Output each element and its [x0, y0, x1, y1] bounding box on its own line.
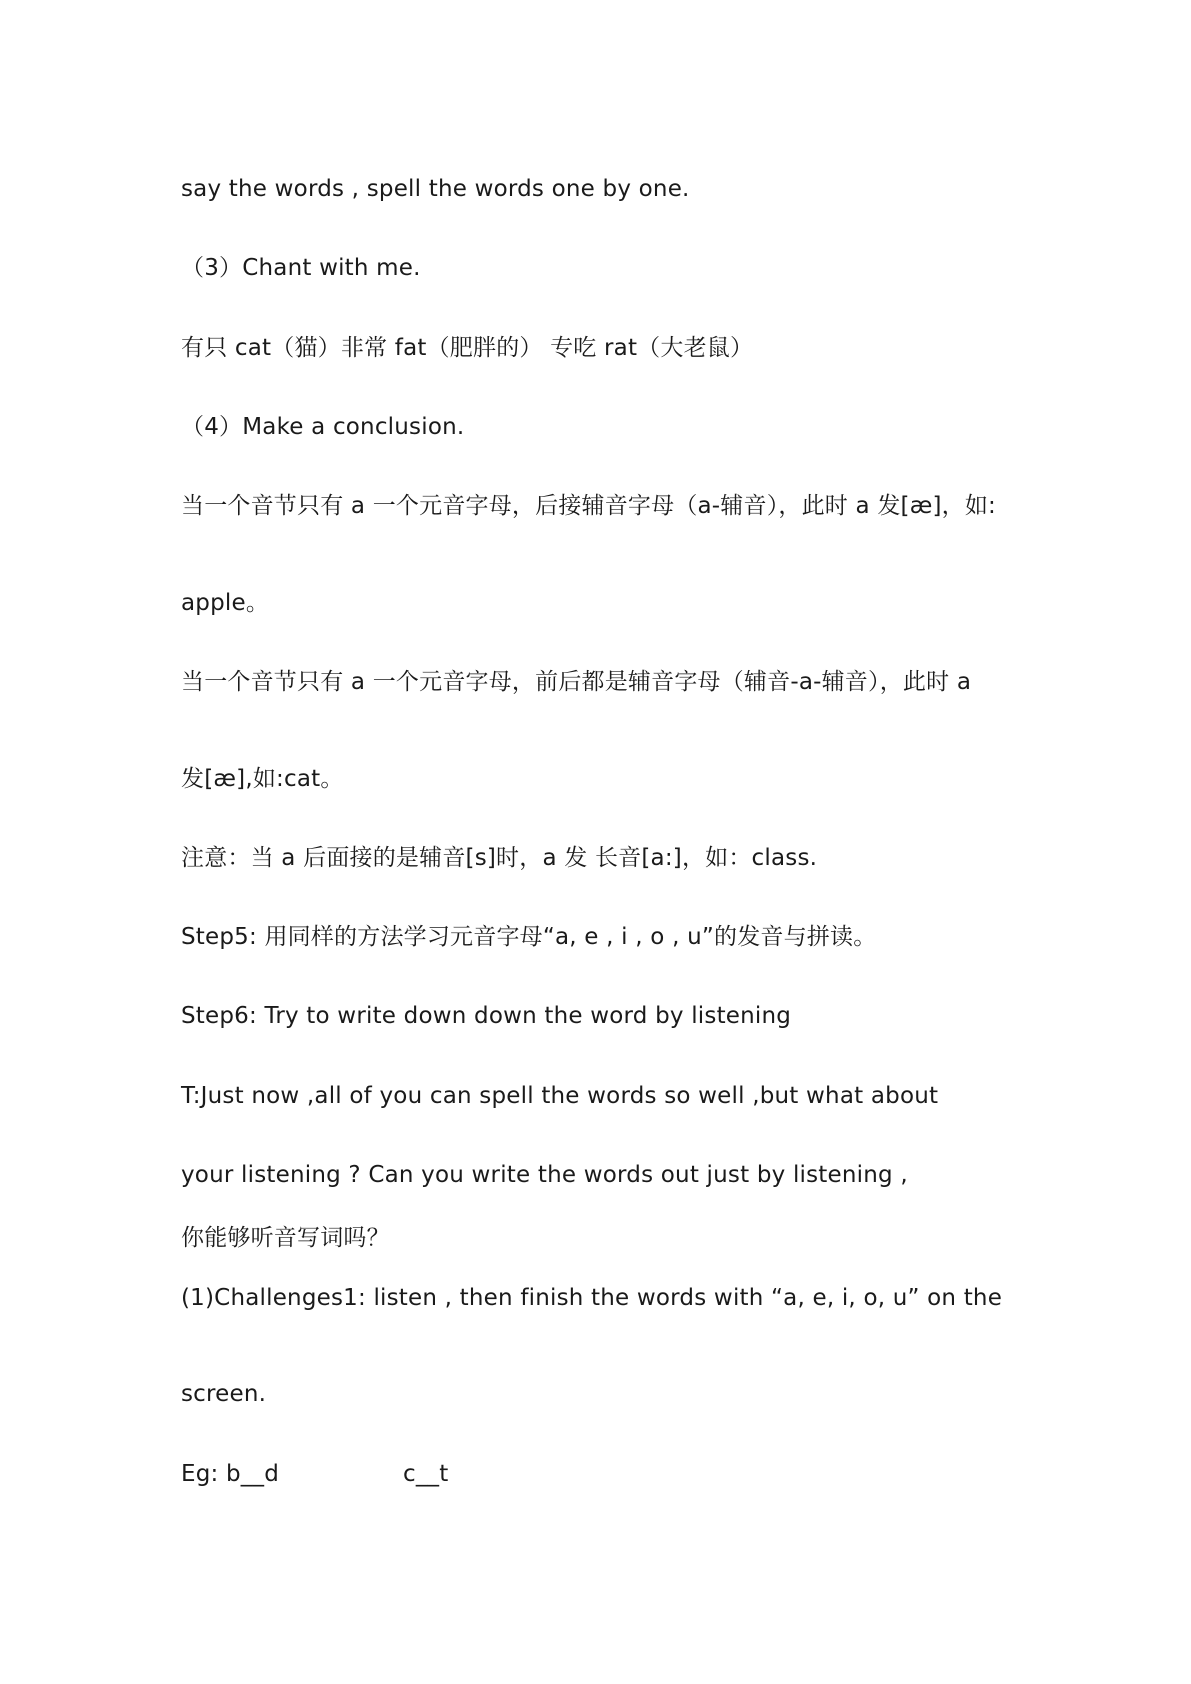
text-line: 有只 cat（猫）非常 fat（肥胖的） 专吃 rat（大老鼠）	[181, 335, 754, 361]
example-line	[181, 1459, 448, 1489]
text-line: 发[æ],如:cat。	[181, 766, 344, 792]
text-line: your listening ? Can you write the words out just by listening ,	[181, 1162, 908, 1188]
text-line: say the words , spell the words one by one.	[181, 176, 690, 202]
text-line: （4）Make a conclusion.	[181, 414, 465, 440]
text-line: screen.	[181, 1381, 267, 1407]
example-label: Eg:	[181, 1461, 219, 1487]
text-line: apple。	[181, 590, 270, 616]
text-line: Step6: Try to write down down the word by listening	[181, 1003, 792, 1029]
text-line: Step5: 用同样的方法学习元音字母“a, e , i , o , u”的发音与拼读。	[181, 924, 877, 950]
text-line: （3）Chant with me.	[181, 255, 421, 281]
text-line: 注意：当 a 后面接的是辅音[s]时，a 发 长音[a:]，如：class.	[181, 845, 818, 871]
example-word-2: c__t	[403, 1461, 449, 1487]
text-line: 你能够听音写词吗？	[181, 1225, 390, 1251]
text-line: (1)Challenges1: listen , then finish the words with “a, e, i, o, u” on the	[181, 1285, 1003, 1311]
example-word-1: b__d	[226, 1461, 279, 1487]
text-line: 当一个音节只有 a 一个元音字母，后接辅音字母（a-辅音），此时 a 发[æ]，如:	[181, 493, 997, 519]
text-line: T:Just now ,all of you can spell the words so well ,but what about	[181, 1083, 939, 1109]
text-line: 当一个音节只有 a 一个元音字母，前后都是辅音字母（辅音-a-辅音），此时 a	[181, 669, 972, 695]
